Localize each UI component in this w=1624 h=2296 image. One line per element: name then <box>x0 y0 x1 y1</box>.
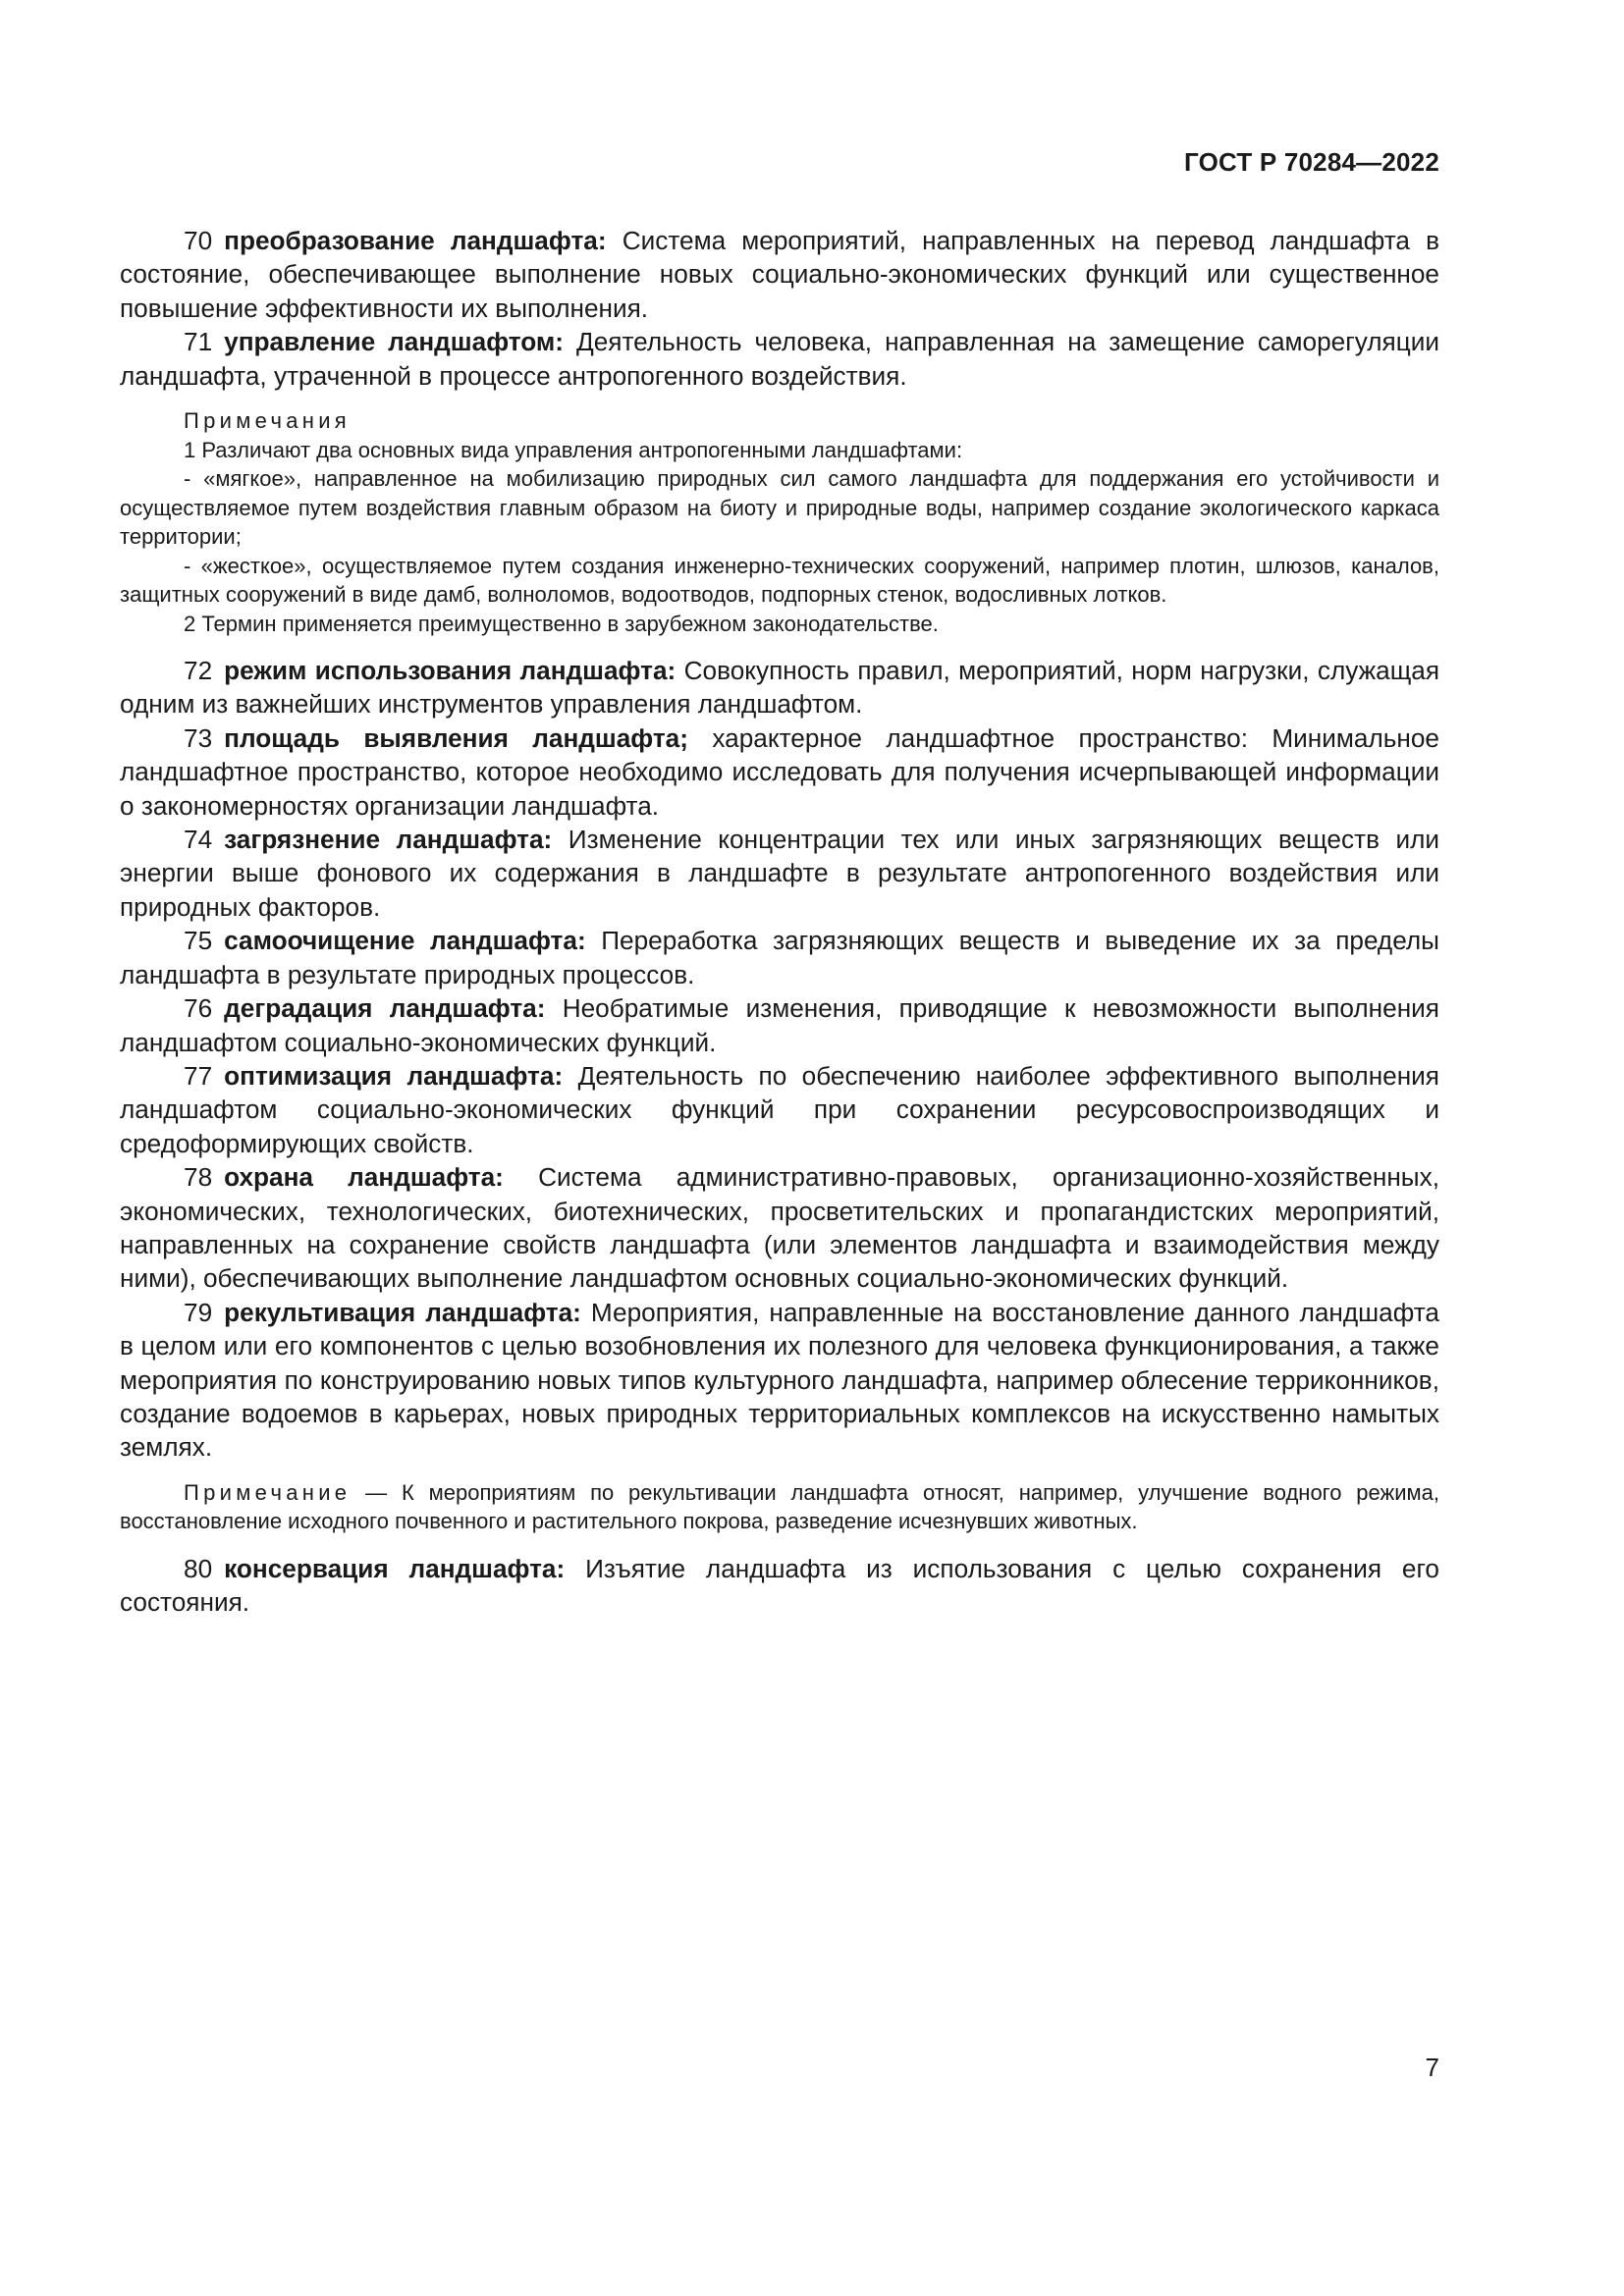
term-number: 71 <box>184 327 213 357</box>
note-item: - «мягкое», направленное на мобилизацию природных сил самого ландшафта для поддержания его устойчивости и осуществляемое путем воздействия главным образом на биоту и природные воды, например создание экологического каркаса территории; <box>120 466 1439 550</box>
note-item: 2 Термин применяется преимущественно в зарубежном законодательстве. <box>184 611 939 636</box>
term-entry-75 <box>120 924 1439 991</box>
note-text: — К мероприятиям по рекультивации ландшафта относят, например, улучшение водного режима, восстановление исходного почвенного и растительного покрова, разведение исчезнувших животных. <box>120 1479 1439 1534</box>
notes-block <box>120 406 1439 638</box>
page-content <box>120 224 1439 1620</box>
term-number: 72 <box>184 656 213 686</box>
term-title: оптимизация ландшафта: <box>224 1060 564 1091</box>
term-title: преобразование ландшафта: <box>224 226 607 255</box>
term-number: 74 <box>184 825 213 855</box>
term-entry-80 <box>120 1552 1439 1620</box>
notes-heading: Примечания <box>184 408 352 434</box>
note-label: Примечание <box>184 1479 352 1505</box>
term-title: площадь выявления ландшафта; <box>224 722 688 753</box>
term-title: самоочищение ландшафта: <box>224 926 586 956</box>
term-title: управление ландшафтом: <box>224 327 564 357</box>
term-number: 76 <box>184 993 213 1024</box>
term-title: рекультивация ландшафта: <box>224 1297 581 1327</box>
term-entry-76 <box>120 991 1439 1059</box>
term-number: 70 <box>184 226 213 255</box>
note-item <box>120 1478 1439 1536</box>
term-number: 75 <box>184 926 213 956</box>
term-entry-79 <box>120 1296 1439 1465</box>
term-number: 73 <box>184 722 213 753</box>
term-definition: Изъятие ландшафта из использования с целью сохранения его состояния. <box>120 1553 1439 1618</box>
term-number: 77 <box>184 1060 213 1091</box>
term-definition: Деятельность по обеспечению наиболее эффективного выполнения ландшафтом социально-экономических функций при сохранении ресурсовоспроизводящих и средоформирующих свойств. <box>120 1060 1439 1158</box>
term-definition: Мероприятия, направленные на восстановление данного ландшафта в целом или его компонентов с целью возобновления их полезного для человека функционирования, а также мероприятия по конструированию новых типов культурного ландшафта, например облесение терриконников, создание водоемов в карьерах, новых природных территориальных комплексов на искусственно намытых землях. <box>120 1297 1439 1463</box>
term-title: режим использования ландшафта: <box>224 656 677 686</box>
note-item: - «жесткое», осуществляемое путем создания инженерно-технических сооружений, например плотин, шлюзов, каналов, защитных сооружений в виде дамб, волноломов, водоотводов, подпорных стенок, водосливных лотков. <box>120 553 1439 608</box>
term-entry-77 <box>120 1059 1439 1160</box>
term-definition: Необратимые изменения, приводящие к невозможности выполнения ландшафтом социально-экономических функций. <box>120 993 1439 1057</box>
term-title: консервация ландшафта: <box>224 1553 566 1583</box>
note-item: 1 Различают два основных вида управления антропогенными ландшафтами: <box>184 437 963 462</box>
term-title: охрана ландшафта: <box>224 1162 504 1193</box>
term-entry-73 <box>120 721 1439 823</box>
term-entry-74 <box>120 823 1439 924</box>
term-entry-71 <box>120 325 1439 393</box>
term-number: 78 <box>184 1162 213 1193</box>
term-definition: Изменение концентрации тех или иных загрязняющих веществ или энергии выше фонового их содержания в ландшафте в результате антропогенного воздействия или природных факторов. <box>120 825 1439 922</box>
page-number: 7 <box>1425 2053 1439 2082</box>
term-definition: Деятельность человека, направленная на замещение саморегуляции ландшафта, утраченной в процессе антропогенного воздействия. <box>120 327 1439 391</box>
term-definition: Переработка загрязняющих веществ и выведение их за пределы ландшафта в результате природных процессов. <box>120 926 1440 989</box>
note-block-79 <box>120 1478 1439 1536</box>
term-entry-70 <box>120 224 1439 325</box>
term-definition: Система мероприятий, направленных на перевод ландшафта в состояние, обеспечивающее выполнение новых социально-экономических функций или существенное повышение эффективности их выполнения. <box>120 226 1440 323</box>
term-number: 80 <box>184 1553 213 1583</box>
term-definition: Совокупность правил, мероприятий, норм нагрузки, служащая одним из важнейших инструментов управления ландшафтом. <box>120 656 1439 720</box>
term-definition: характерное ландшафтное пространство: Минимальное ландшафтное пространство, которое необходимо исследовать для получения исчерпывающей информации о закономерностях организации ландшафта. <box>120 722 1439 821</box>
term-entry-72 <box>120 654 1439 721</box>
term-title: загрязнение ландшафта: <box>224 825 553 855</box>
term-number: 79 <box>184 1297 213 1327</box>
term-definition: Система административно-правовых, организационно-хозяйственных, экономических, технологических, биотехнических, просветительских и пропагандистских мероприятий, направленных на сохранение свойств ландшафта (или элементов ландшафта и взаимодействия между ними), обеспечивающих выполнение ландшафтом основных социально-экономических функций. <box>120 1162 1439 1294</box>
document-code: ГОСТ Р 70284—2022 <box>1184 147 1439 177</box>
term-entry-78 <box>120 1160 1439 1296</box>
term-title: деградация ландшафта: <box>224 993 546 1024</box>
